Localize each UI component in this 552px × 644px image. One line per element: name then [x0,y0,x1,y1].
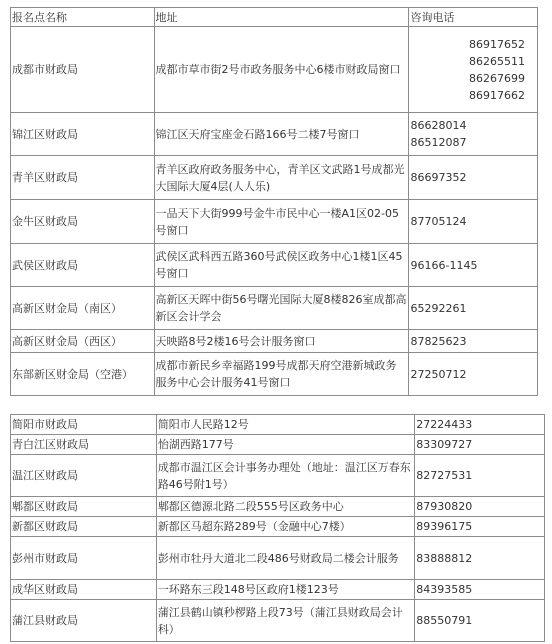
office-address: 成都市温江区会计事务办理处（地址：温江区万春东路46号附1号） [156,455,414,497]
office-address: 高新区天晖中街56号曙光国际大厦8楼826室成都高新区会计学会 [154,287,409,330]
office-address: 蒲江县鹤山镇秒椤路上段73号（蒲江县财政局会计科） [156,600,414,642]
office-phone: 87930820 [415,497,545,517]
office-phone: 88550791 [415,600,545,642]
table-header-row [11,8,538,27]
office-name: 金牛区财政局 [11,200,155,244]
header-address: 地址 [154,8,409,27]
office-address: 新都区马超东路289号（金融中心7楼） [156,517,414,537]
office-name: 新都区财政局 [11,517,157,537]
office-name: 青白江区财政局 [11,435,157,455]
office-phone: 87825623 [409,330,538,353]
office-address: 天映路8号2楼16号会计服务窗口 [154,330,409,353]
table-row [11,455,545,497]
office-address: 郫都区德源北路二段555号区政务中心 [156,497,414,517]
office-phone: 89396175 [415,517,545,537]
table-row [11,113,538,156]
table-row [11,517,545,537]
office-name: 高新区财金局（西区） [11,330,155,353]
office-phone: 27224433 [415,415,545,435]
office-address: 一环路东三段148号区政府1楼123号 [156,580,414,600]
office-name: 蒲江县财政局 [11,600,157,642]
office-address: 青羊区政府政务服务中心，青羊区文武路1号成都光大国际大厦4层(人人乐) [154,156,409,200]
table-row [11,435,545,455]
office-address: 武侯区武科西五路360号武侯区政务中心1楼1区45号窗口 [154,244,409,287]
table-row [11,244,538,287]
office-address: 成都市草市街2号市政务服务中心6楼市财政局窗口 [154,27,409,113]
phone-number: 86267699 [469,71,525,85]
office-address: 成都市新民乡幸福路199号成都天府空港新城政务服务中心会计服务41号窗口 [154,353,409,396]
office-name: 成都市财政局 [11,27,155,113]
registration-table-2 [10,414,545,642]
table-row [11,537,545,580]
office-name: 温江区财政局 [11,455,157,497]
office-phone: 83309727 [415,435,545,455]
office-phone: 27250712 [409,353,538,396]
table-row [11,27,538,113]
office-name: 彭州市财政局 [11,537,157,580]
office-phone: 87705124 [409,200,538,244]
office-phone: 96166-1145 [409,244,538,287]
office-address: 锦江区天府宝座金石路166号二楼7号窗口 [154,113,409,156]
office-phone: 82727531 [415,455,545,497]
office-phones [409,113,538,156]
table-row [11,600,545,642]
table-row [11,353,538,396]
phone-number: 86917662 [469,88,525,102]
office-phone: 84393585 [415,580,545,600]
header-name: 报名点名称 [11,8,155,27]
table-row [11,497,545,517]
office-name: 武侯区财政局 [11,244,155,287]
table-row [11,330,538,353]
office-address: 简阳市人民路12号 [156,415,414,435]
table-row [11,287,538,330]
header-phone: 咨询电话 [409,8,538,27]
phone-number: 86628014 [410,119,467,132]
office-name: 青羊区财政局 [11,156,155,200]
office-name: 简阳市财政局 [11,415,157,435]
table-row [11,580,545,600]
phone-number: 86512087 [410,136,467,149]
office-name: 成华区财政局 [11,580,157,600]
office-phone: 65292261 [409,287,538,330]
registration-table-1 [10,7,538,396]
office-phone: 83888812 [415,537,545,580]
office-name: 郫都区财政局 [11,497,157,517]
phone-number: 86917652 [469,37,525,51]
office-name: 高新区财金局（南区） [11,287,155,330]
office-phone: 86697352 [409,156,538,200]
office-phones [409,27,538,113]
office-name: 东部新区财金局（空港） [11,353,155,396]
office-name: 锦江区财政局 [11,113,155,156]
office-address: 怡湖西路177号 [156,435,414,455]
table-row [11,200,538,244]
table-row [11,156,538,200]
phone-number: 86265511 [469,54,525,68]
office-address: 彭州市牡丹大道北二段486号财政局二楼会计服务 [156,537,414,580]
table-row [11,415,545,435]
office-address: 一品天下大街999号金牛市民中心一楼A1区02-05号窗口 [154,200,409,244]
